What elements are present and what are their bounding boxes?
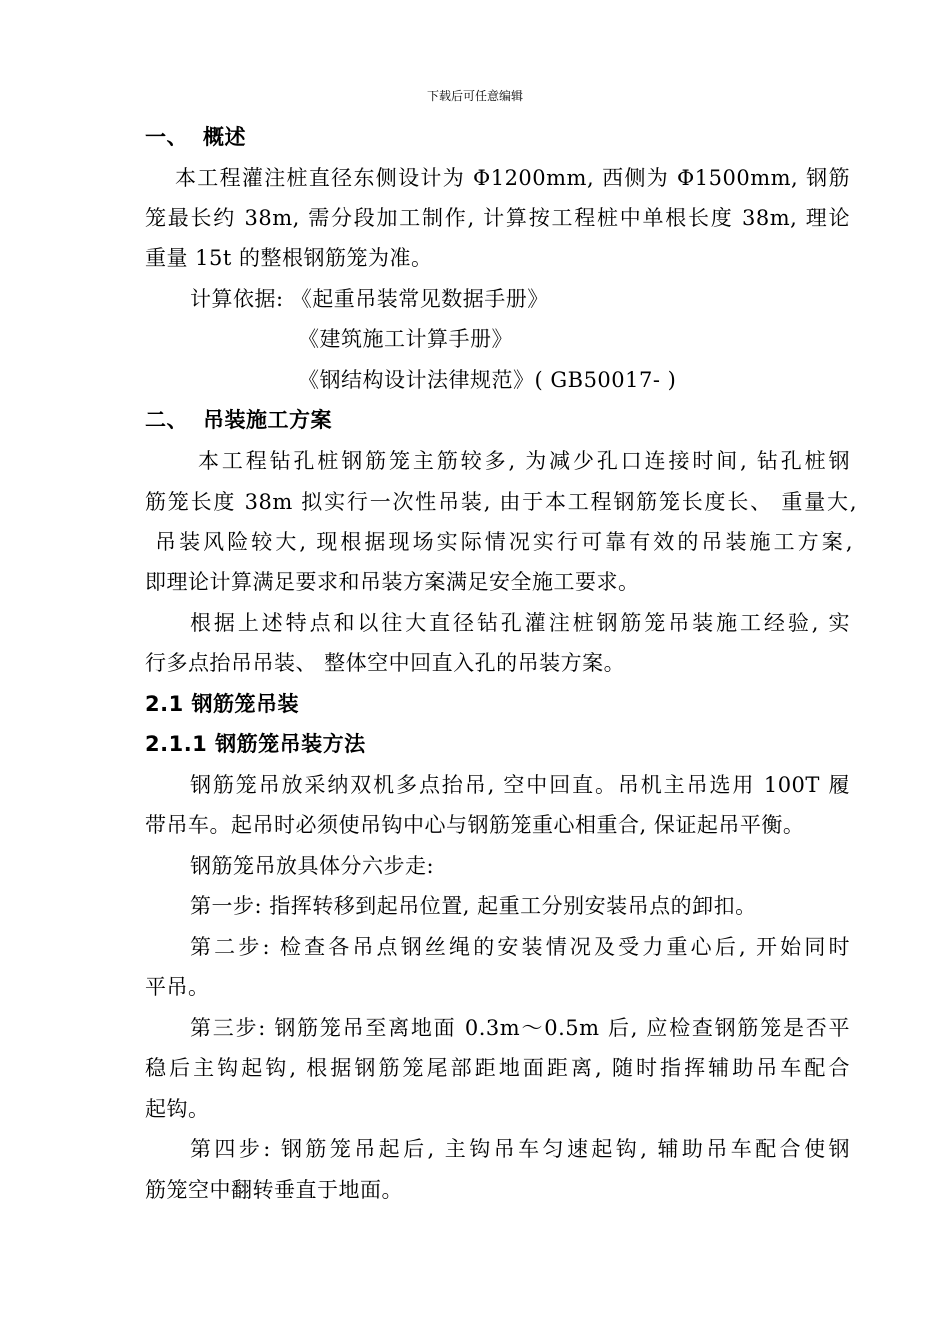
paragraph-line: 行多点抬吊吊装、 整体空中回直入孔的吊装方案。 [145,651,626,675]
paragraph-line: 本工程钻孔桩钢筋笼主筋较多, 为减少孔口连接时间, 钻孔桩钢 [198,449,850,473]
paragraph-line: 即理论计算满足要求和吊装方案满足安全施工要求。 [145,570,640,594]
paragraph-line: 重量 15t 的整根钢筋笼为准。 [145,246,433,270]
paragraph-line: 笼最长约 38m, 需分段加工制作, 计算按工程桩中单根长度 38m, 理论 [145,206,850,230]
step-2-line: 第二步: 检查各吊点钢丝绳的安装情况及受力重心后, 开始同时 [190,935,850,959]
calc-basis-item: 《起重吊装常见数据手册》 [290,287,549,311]
paragraph-line: 钢筋笼吊放具体分六步走: [190,854,435,878]
header-note: 下载后可任意编辑 [426,89,523,103]
paragraph-line: 筋笼长度 38m 拟实行一次性吊装, 由于本工程钢筋笼长度长、 重量大, [145,490,857,514]
section-2-number: 二、 [145,408,188,432]
step-3-line: 第三步: 钢筋笼吊至离地面 0.3m～0.5m 后, 应检查钢筋笼是否平 [190,1016,850,1040]
section-1-heading [145,119,246,155]
step-3-line: 稳后主钩起钩, 根据钢筋笼尾部距地面距离, 随时指挥辅助吊车配合 [145,1056,850,1080]
section-2-title: 吊装施工方案 [203,408,332,432]
paragraph-line: 带吊车。起吊时必须使吊钩中心与钢筋笼重心相重合, 保证起吊平衡。 [145,813,805,837]
paragraph-line: 钢筋笼吊放采纳双机多点抬吊, 空中回直。吊机主吊选用 100T 履 [190,773,850,797]
paragraph-line: 根据上述特点和以往大直径钻孔灌注桩钢筋笼吊装施工经验, 实 [190,611,850,635]
calc-basis-label: 计算依据: [190,287,291,311]
step-3-line: 起钩。 [145,1097,210,1121]
calc-basis-item: 《建筑施工计算手册》 [298,327,513,351]
section-1-title: 概述 [203,125,246,149]
paragraph-line: 吊装风险较大, 现根据现场实际情况实行可靠有效的吊装施工方案, [155,530,853,554]
section-2-heading [145,402,332,438]
subsection-2-1-1-heading: 2.1.1 钢筋笼吊装方法 [145,732,366,756]
paragraph-line: 本工程灌注桩直径东侧设计为 Φ1200mm, 西侧为 Φ1500mm, 钢筋 [175,166,850,190]
calc-basis-item: 《钢结构设计法律规范》( GB50017- ) [298,368,677,392]
calc-basis-line [190,281,549,317]
step-2-line: 平吊。 [145,975,210,999]
step-1-line: 第一步: 指挥转移到起吊位置, 起重工分别安装吊点的卸扣。 [190,894,757,918]
section-1-number: 一、 [145,125,188,149]
subsection-2-1-heading: 2.1 钢筋笼吊装 [145,692,300,716]
step-4-line: 第四步: 钢筋笼吊起后, 主钩吊车匀速起钩, 辅助吊车配合使钢 [190,1137,850,1161]
step-4-line: 筋笼空中翻转垂直于地面。 [145,1178,403,1202]
